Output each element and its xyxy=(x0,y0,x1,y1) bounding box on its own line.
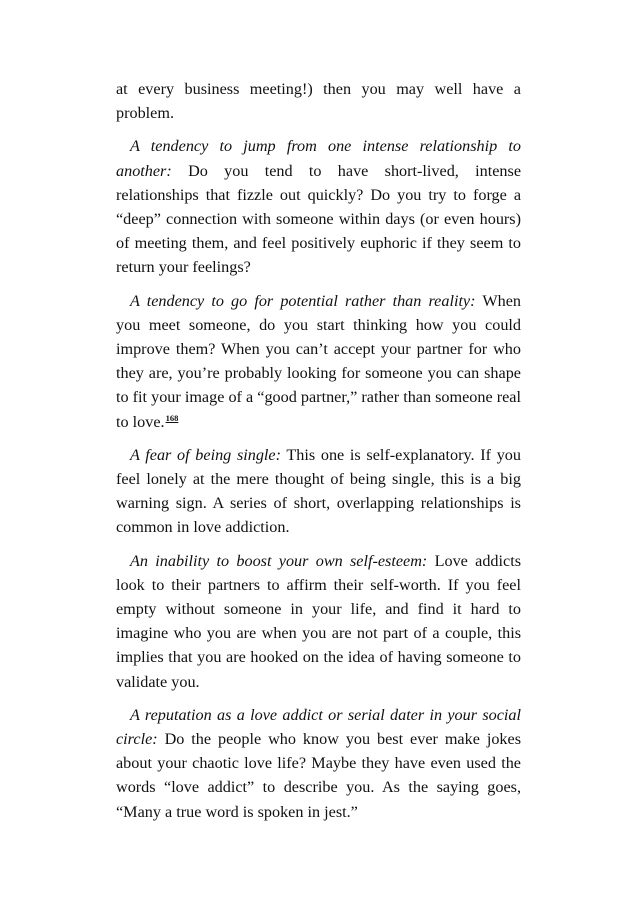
paragraph-potential-vs-reality xyxy=(116,289,521,434)
paragraph-lead: A reputation as a love addict or serial dater in your social circle: xyxy=(116,705,521,749)
document-page xyxy=(116,77,521,833)
paragraph-intense-relationships xyxy=(116,134,521,279)
paragraph-lead: A fear of being single: xyxy=(130,445,282,464)
paragraph-body: This one is self-explanatory. If you feel lonely at the mere thought of being single, this is a big warning sign. A series of short, overlapping relationships is common in love addiction. xyxy=(116,445,521,537)
paragraph-lead: A tendency to jump from one intense relationship to another: xyxy=(116,137,521,180)
paragraph-body: When you meet someone, do you start thinking how you could improve them? When you can’t accept your partner for who they are, you’re probably looking for someone you can shape to fit your image of a “good partner,” rather than someone real to love. xyxy=(116,291,521,431)
paragraph-body: Love addicts look to their partners to affirm their self-worth. If you feel empty without someone in your life, and find it hard to imagine who you are when you are not part of a couple, this implies that you are hooked on the idea of having someone to validate you. xyxy=(116,551,521,691)
paragraph-body: at every business meeting!) then you may well have a problem. xyxy=(116,80,521,123)
paragraph-body: Do you tend to have short-lived, intense relationships that fizzle out quickly? Do you try to forge a “deep” connection with someone within days (or even hours) of meeting them, and feel positively euphoric if they seem to return your feelings? xyxy=(116,161,521,277)
paragraph-self-esteem xyxy=(116,549,521,694)
paragraph-lead: A tendency to go for potential rather than reality: xyxy=(130,291,476,310)
paragraph-lead: An inability to boost your own self-esteem: xyxy=(130,551,428,570)
paragraph-body: Do the people who know you best ever make jokes about your chaotic love life? Maybe they have even used the words “love addict” to describe you. As the saying goes, “Many a true word is spoken in jest.” xyxy=(116,730,521,821)
footnote-link[interactable]: 168 xyxy=(165,412,179,423)
paragraph-fear-of-single xyxy=(116,443,521,540)
paragraph-reputation xyxy=(116,703,521,824)
paragraph-continuation xyxy=(116,77,521,125)
